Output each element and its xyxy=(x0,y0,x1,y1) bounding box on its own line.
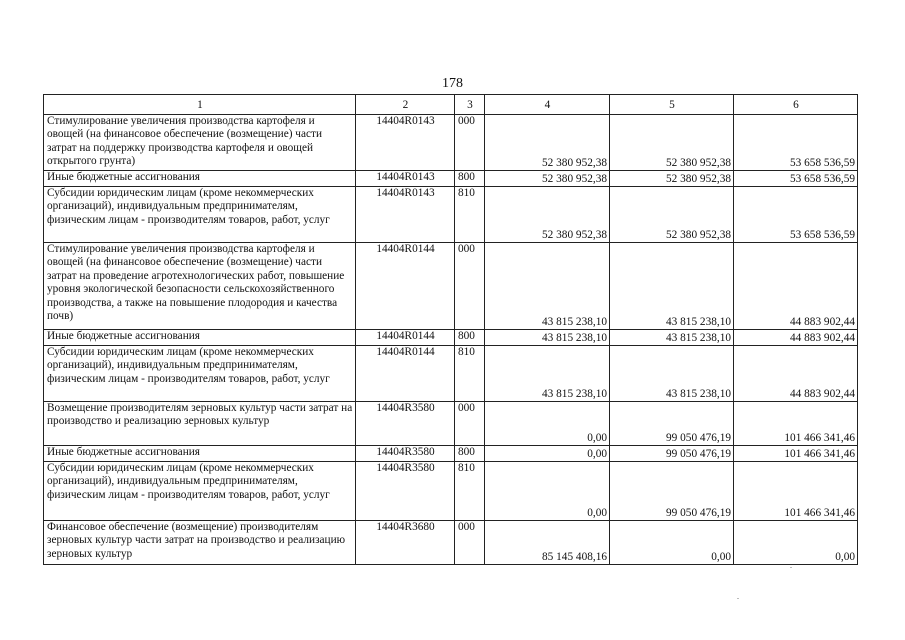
row-value-5: 43 815 238,10 xyxy=(610,330,734,346)
row-value-4: 43 815 238,10 xyxy=(485,330,610,346)
row-value-5: 43 815 238,10 xyxy=(610,346,734,402)
row-value-4: 43 815 238,10 xyxy=(485,346,610,402)
row-value-4: 85 145 408,16 xyxy=(485,521,610,565)
row-value-5: 0,00 xyxy=(610,521,734,565)
row-value-6: 0,00 xyxy=(734,521,858,565)
table-row xyxy=(44,171,858,187)
row-value-6: 53 658 536,59 xyxy=(734,115,858,171)
row-code: 14404R0143 xyxy=(356,115,455,171)
row-value-5: 99 050 476,19 xyxy=(610,402,734,446)
column-header-2: 2 xyxy=(356,95,455,115)
row-type: 800 xyxy=(455,330,485,346)
row-name: Субсидии юридическим лицам (кроме некоммерческих организаций), индивидуальным предпринимателям, физическим лицам - производителям товаров, работ, услуг xyxy=(44,346,356,402)
row-value-6: 44 883 902,44 xyxy=(734,243,858,330)
row-name: Стимулирование увеличения производства картофеля и овощей (на финансовое обеспечение (возмещение) части затрат на поддержку производства картофеля и овощей открытого грунта) xyxy=(44,115,356,171)
row-value-6: 101 466 341,46 xyxy=(734,402,858,446)
row-code: 14404R3580 xyxy=(356,462,455,521)
table-row xyxy=(44,446,858,462)
row-value-4: 52 380 952,38 xyxy=(485,171,610,187)
row-value-6: 53 658 536,59 xyxy=(734,187,858,243)
row-value-5: 52 380 952,38 xyxy=(610,115,734,171)
row-code: 14404R0143 xyxy=(356,171,455,187)
table-row xyxy=(44,521,858,565)
table-row xyxy=(44,402,858,446)
column-header-3: 3 xyxy=(455,95,485,115)
row-value-6: 44 883 902,44 xyxy=(734,346,858,402)
row-value-5: 52 380 952,38 xyxy=(610,187,734,243)
row-type: 810 xyxy=(455,346,485,402)
row-name: Иные бюджетные ассигнования xyxy=(44,446,356,462)
table-row xyxy=(44,462,858,521)
row-value-4: 0,00 xyxy=(485,402,610,446)
row-type: 000 xyxy=(455,115,485,171)
row-code: 14404R0144 xyxy=(356,243,455,330)
page-number: 178 xyxy=(442,76,463,91)
row-name: Субсидии юридическим лицам (кроме некоммерческих организаций), индивидуальным предпринимателям, физическим лицам - производителям товаров, работ, услуг xyxy=(44,462,356,521)
row-value-5: 99 050 476,19 xyxy=(610,462,734,521)
table-header-row xyxy=(44,95,858,115)
row-value-6: 44 883 902,44 xyxy=(734,330,858,346)
row-value-6: 101 466 341,46 xyxy=(734,446,858,462)
column-header-1: 1 xyxy=(44,95,356,115)
row-name: Иные бюджетные ассигнования xyxy=(44,171,356,187)
table-row xyxy=(44,115,858,171)
row-value-5: 99 050 476,19 xyxy=(610,446,734,462)
row-code: 14404R3580 xyxy=(356,402,455,446)
column-header-5: 5 xyxy=(610,95,734,115)
row-code: 14404R0144 xyxy=(356,346,455,402)
table-row xyxy=(44,346,858,402)
row-value-4: 52 380 952,38 xyxy=(485,187,610,243)
scan-speck xyxy=(737,598,739,599)
budget-table xyxy=(43,94,858,565)
row-value-4: 52 380 952,38 xyxy=(485,115,610,171)
row-value-4: 0,00 xyxy=(485,462,610,521)
column-header-4: 4 xyxy=(485,95,610,115)
row-type: 000 xyxy=(455,243,485,330)
row-value-6: 101 466 341,46 xyxy=(734,462,858,521)
row-code: 14404R0143 xyxy=(356,187,455,243)
column-header-6: 6 xyxy=(734,95,858,115)
row-name: Иные бюджетные ассигнования xyxy=(44,330,356,346)
table-row xyxy=(44,243,858,330)
row-type: 000 xyxy=(455,521,485,565)
row-type: 800 xyxy=(455,446,485,462)
row-value-4: 0,00 xyxy=(485,446,610,462)
row-name: Субсидии юридическим лицам (кроме некоммерческих организаций), индивидуальным предпринимателям, физическим лицам - производителям товаров, работ, услуг xyxy=(44,187,356,243)
row-value-4: 43 815 238,10 xyxy=(485,243,610,330)
row-code: 14404R3580 xyxy=(356,446,455,462)
row-code: 14404R0144 xyxy=(356,330,455,346)
row-type: 810 xyxy=(455,462,485,521)
row-type: 000 xyxy=(455,402,485,446)
row-name: Финансовое обеспечение (возмещение) производителям зерновых культур части затрат на производство и реализацию зерновых культур xyxy=(44,521,356,565)
row-type: 810 xyxy=(455,187,485,243)
row-name: Возмещение производителям зерновых культур части затрат на производство и реализацию зерновых культур xyxy=(44,402,356,446)
row-type: 800 xyxy=(455,171,485,187)
table-row xyxy=(44,330,858,346)
scan-speck xyxy=(790,567,792,568)
row-value-6: 53 658 536,59 xyxy=(734,171,858,187)
row-value-5: 43 815 238,10 xyxy=(610,243,734,330)
row-code: 14404R3680 xyxy=(356,521,455,565)
row-value-5: 52 380 952,38 xyxy=(610,171,734,187)
table-row xyxy=(44,187,858,243)
row-name: Стимулирование увеличения производства картофеля и овощей (на финансовое обеспечение (возмещение) части затрат на проведение агротехнологических работ, повышение уровня экологической безопасности сельскохозяйственного производства, а также на повышение плодородия и качества почв) xyxy=(44,243,356,330)
